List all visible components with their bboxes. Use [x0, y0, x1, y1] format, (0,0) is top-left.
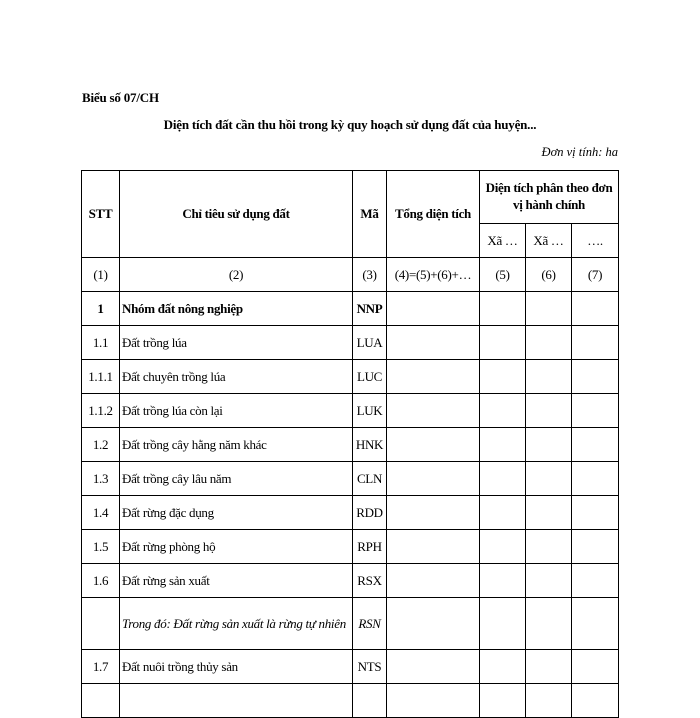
- row-cell: [480, 564, 526, 598]
- header-commune-1: Xã …: [480, 224, 526, 258]
- row-name: Đất rừng đặc dụng: [120, 496, 353, 530]
- row-code: CLN: [353, 462, 387, 496]
- row-code: RSN: [353, 598, 387, 650]
- row-name: Trong đó: Đất rừng sản xuất là rừng tự nhiên: [120, 598, 353, 650]
- row-cell: [526, 428, 572, 462]
- row-cell: [120, 684, 353, 718]
- table-row: [82, 360, 619, 394]
- row-name: Đất nuôi trồng thủy sản: [120, 650, 353, 684]
- table-row: [82, 598, 619, 650]
- row-stt: 1: [82, 292, 120, 326]
- row-cell: [387, 326, 480, 360]
- row-cell: [480, 326, 526, 360]
- row-cell: [387, 564, 480, 598]
- row-stt: 1.1.2: [82, 394, 120, 428]
- row-name: Đất rừng phòng hộ: [120, 530, 353, 564]
- row-cell: [572, 360, 619, 394]
- row-code: LUC: [353, 360, 387, 394]
- row-name: Đất trồng cây hằng năm khác: [120, 428, 353, 462]
- row-code: RSX: [353, 564, 387, 598]
- header-commune-2: Xã …: [526, 224, 572, 258]
- row-cell: [387, 428, 480, 462]
- header-criteria: Chỉ tiêu sử dụng đất: [120, 171, 353, 258]
- row-cell: [480, 428, 526, 462]
- form-code: Biểu số 07/CH: [82, 90, 159, 105]
- header-stt: STT: [82, 171, 120, 258]
- table-row: [82, 394, 619, 428]
- table-row: [82, 684, 619, 718]
- row-cell: [353, 684, 387, 718]
- row-cell: [526, 292, 572, 326]
- row-stt: 1.5: [82, 530, 120, 564]
- document-title: Diện tích đất cần thu hồi trong kỳ quy hoạch sử dụng đất của huyện...: [163, 117, 537, 132]
- row-cell: [387, 496, 480, 530]
- row-name: Đất chuyên trồng lúa: [120, 360, 353, 394]
- row-code: NNP: [353, 292, 387, 326]
- row-cell: [387, 462, 480, 496]
- row-code: RDD: [353, 496, 387, 530]
- row-cell: [572, 496, 619, 530]
- header-commune-more: ….: [572, 224, 619, 258]
- row-cell: [572, 650, 619, 684]
- column-number-row: [82, 258, 619, 292]
- row-cell: [387, 292, 480, 326]
- row-cell: [526, 530, 572, 564]
- row-cell: [387, 394, 480, 428]
- row-cell: [526, 394, 572, 428]
- row-code: RPH: [353, 530, 387, 564]
- row-cell: [480, 530, 526, 564]
- table-row: [82, 564, 619, 598]
- row-name: Đất trồng cây lâu năm: [120, 462, 353, 496]
- table-row: [82, 496, 619, 530]
- row-cell: [572, 326, 619, 360]
- row-name: Đất rừng sản xuất: [120, 564, 353, 598]
- row-cell: [480, 650, 526, 684]
- row-cell: [526, 650, 572, 684]
- row-cell: [526, 564, 572, 598]
- table-row: [82, 428, 619, 462]
- row-cell: [480, 292, 526, 326]
- row-cell: [387, 530, 480, 564]
- row-stt: 1.1.1: [82, 360, 120, 394]
- row-cell: [572, 564, 619, 598]
- table-row: [82, 462, 619, 496]
- row-cell: [480, 598, 526, 650]
- row-cell: [526, 360, 572, 394]
- land-recovery-table: [81, 170, 619, 718]
- row-stt: 1.4: [82, 496, 120, 530]
- row-cell: [572, 292, 619, 326]
- row-cell: [526, 496, 572, 530]
- unit-note: Đơn vị tính: ha: [541, 145, 618, 159]
- row-stt: 1.6: [82, 564, 120, 598]
- row-cell: [480, 684, 526, 718]
- row-code: NTS: [353, 650, 387, 684]
- col-number: (1): [82, 258, 120, 292]
- header-by-unit: Diện tích phân theo đơn vị hành chính: [480, 171, 619, 224]
- row-cell: [572, 598, 619, 650]
- table-row: [82, 292, 619, 326]
- row-cell: [387, 598, 480, 650]
- row-cell: [526, 598, 572, 650]
- table-row: [82, 530, 619, 564]
- row-cell: [480, 462, 526, 496]
- row-stt: 1.2: [82, 428, 120, 462]
- row-code: LUA: [353, 326, 387, 360]
- row-cell: [480, 496, 526, 530]
- header-total-area: Tổng diện tích: [387, 171, 480, 258]
- row-cell: [572, 428, 619, 462]
- row-cell: [572, 394, 619, 428]
- table-row: [82, 650, 619, 684]
- row-name: Đất trồng lúa còn lại: [120, 394, 353, 428]
- row-stt: 1.1: [82, 326, 120, 360]
- row-cell: [526, 684, 572, 718]
- row-cell: [387, 684, 480, 718]
- row-stt: [82, 598, 120, 650]
- row-cell: [526, 462, 572, 496]
- col-number: (5): [480, 258, 526, 292]
- col-number: (3): [353, 258, 387, 292]
- row-cell: [572, 684, 619, 718]
- row-cell: [526, 326, 572, 360]
- row-cell: [387, 360, 480, 394]
- col-number: (2): [120, 258, 353, 292]
- row-cell: [480, 394, 526, 428]
- row-stt: 1.3: [82, 462, 120, 496]
- table-row: [82, 326, 619, 360]
- row-cell: [572, 530, 619, 564]
- header-code: Mã: [353, 171, 387, 258]
- col-number: (4)=(5)+(6)+…: [387, 258, 480, 292]
- row-cell: [387, 650, 480, 684]
- row-cell: [572, 462, 619, 496]
- row-cell: [82, 684, 120, 718]
- row-stt: 1.7: [82, 650, 120, 684]
- col-number: (7): [572, 258, 619, 292]
- row-name: Đất trồng lúa: [120, 326, 353, 360]
- col-number: (6): [526, 258, 572, 292]
- row-code: LUK: [353, 394, 387, 428]
- row-cell: [480, 360, 526, 394]
- row-name: Nhóm đất nông nghiệp: [120, 292, 353, 326]
- row-code: HNK: [353, 428, 387, 462]
